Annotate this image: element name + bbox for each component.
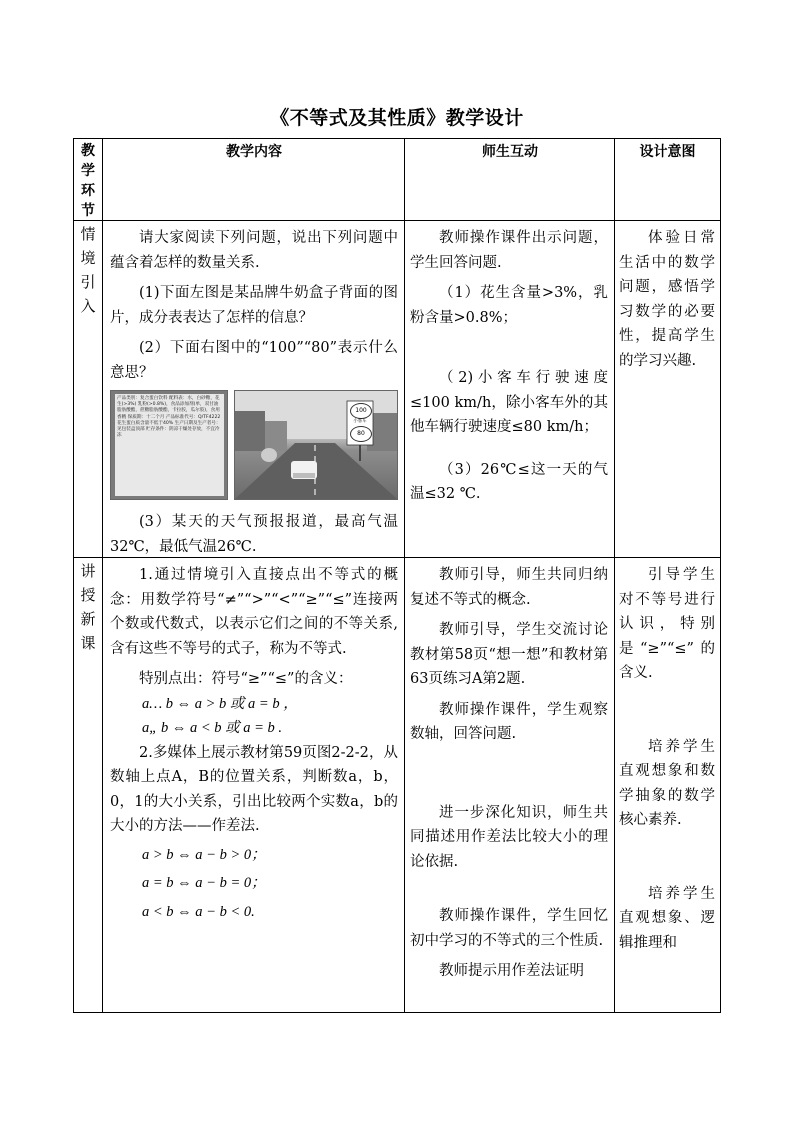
row2-math-lt: a < b ⇔ a − b < 0. xyxy=(142,903,255,920)
row2-intent-p1: 引导学生对不等号进行认识，特别是“≥”“≤”的含义. xyxy=(619,567,715,681)
row2-interaction-p2: 教师引导，学生交流讨论教材第58页“想一想”和教材第63页练习A第2题. xyxy=(410,622,608,687)
row2-interaction-p6: 教师提示用作差法证明 xyxy=(439,963,584,979)
row1-interaction-p3: （2)小客车行驶速度≤100 km/h，除小客车外的其他车辆行驶速度≤80 km/h； xyxy=(410,370,608,435)
row1-content-q2: (2）下面右图中的“100”“80”表示什么意思？ xyxy=(110,340,398,381)
row1-content-q1: (1)下面左图是某品牌牛奶盒子背面的图片，成分表表达了怎样的信息？ xyxy=(110,285,398,326)
row1-interaction-p1: 教师操作课件出示问题，学生回答问题. xyxy=(410,230,608,271)
header-content: 教学内容 xyxy=(226,144,282,160)
row2-math-gt: a > b ⇔ a − b > 0； xyxy=(142,846,266,863)
document-title: 《不等式及其性质》教学设计 xyxy=(270,107,524,129)
road-sign-photo xyxy=(234,390,398,500)
row2-intent-p3: 培养学生直观想象、逻辑推理和 xyxy=(619,885,715,951)
row1-interaction-p2: （1）花生含量>3%，乳粉含量>0.8%； xyxy=(410,285,608,326)
row1-interaction-p4: （3）26℃≤这一天的气温≤32 ℃. xyxy=(410,461,608,502)
row1-interaction xyxy=(410,226,608,507)
row2-content-diff: 2.多媒体上展示教材第59页图2-2-2，从数轴上点A，B的位置关系，判断数a，b，0，1的大小关系，引出比较两个实数a，b的大小的方法——作差法. xyxy=(110,744,398,834)
road-scene xyxy=(235,391,397,499)
row2-content-concept: 1.通过情境引入直接点出不等式的概念：用数学符号“≠”“>”“<”“≥”“≤”连接两个数或代数式，以表示它们之间的不等关系,含有这些不等号的式子，称为不等式. xyxy=(110,567,398,657)
row1-content xyxy=(110,226,398,385)
row2-intent-p2: 培养学生直观想象和数学抽象的数学核心素养. xyxy=(619,738,715,828)
row2-interaction-p3: 教师操作课件，学生观察数轴，回答问题. xyxy=(410,701,608,742)
stage-new-lesson: 讲 授 新 课 xyxy=(80,562,96,652)
row2-math-le: a„ b ⇔ a < b 或 a = b . xyxy=(142,720,283,736)
row2-intent xyxy=(619,563,715,955)
row1-content-q3: (3）某天的天气预报报道，最高气温32℃，最低气温26℃. xyxy=(110,514,398,555)
header-interaction: 师生互动 xyxy=(482,144,538,160)
row2-content xyxy=(110,563,398,924)
milk-label-photo xyxy=(110,390,228,500)
row1-content-intro: 请大家阅读下列问题，说出下列问题中蕴含着怎样的数量关系. xyxy=(110,230,398,271)
milk-label-text: 产品类别：复合蛋白饮料 配料表：水，白砂糖，花生(>3%) 乳粉(>0.8%)，食品添加剂(单，双甘油脂肪酸酯，蔗糖脂肪酸酯，卡拉胶，瓜尔胶)，食用香精 保质期：十二个月 产品标准代号：Q/TF4222 花生蛋白质含量不低于40% 生产日期及生产者号：见包装盒顶部 贮存条件：阴凉干燥处存放，不宜冷冻 xyxy=(115,394,224,496)
row2-interaction xyxy=(410,563,608,984)
row1-content-q3-wrap xyxy=(110,510,398,559)
row2-interaction-p4: 进一步深化知识，师生共同描述用作差法比较大小的理论依据. xyxy=(410,804,608,870)
header-stage: 教 学 环 节 xyxy=(81,143,95,219)
row2-interaction-p1: 教师引导，师生共同归纳复述不等式的概念. xyxy=(410,567,608,608)
speed-sign-80: 80 xyxy=(350,426,372,442)
row2-interaction-p5: 教师操作课件，学生回忆初中学习的不等式的三个性质. xyxy=(410,908,608,949)
stage-situation: 情 境 引 入 xyxy=(80,225,96,315)
row1-intent-text: 体验日常生活中的数学问题，感悟学习数学的必要性，提高学生的学习兴趣. xyxy=(619,230,715,369)
row2-math-ge: a… b ⇔ a > b 或 a = b ， xyxy=(142,695,298,712)
speed-sign-100: 100 xyxy=(350,403,372,419)
row2-content-note: 特别点出：符号“≥”“≤”的含义： xyxy=(139,671,353,687)
speed-sign-label: 小客车 xyxy=(353,419,367,424)
header-intent: 设计意图 xyxy=(639,144,696,160)
row2-math-eq: a = b ⇔ a − b = 0； xyxy=(142,875,266,891)
row1-intent xyxy=(619,226,715,373)
